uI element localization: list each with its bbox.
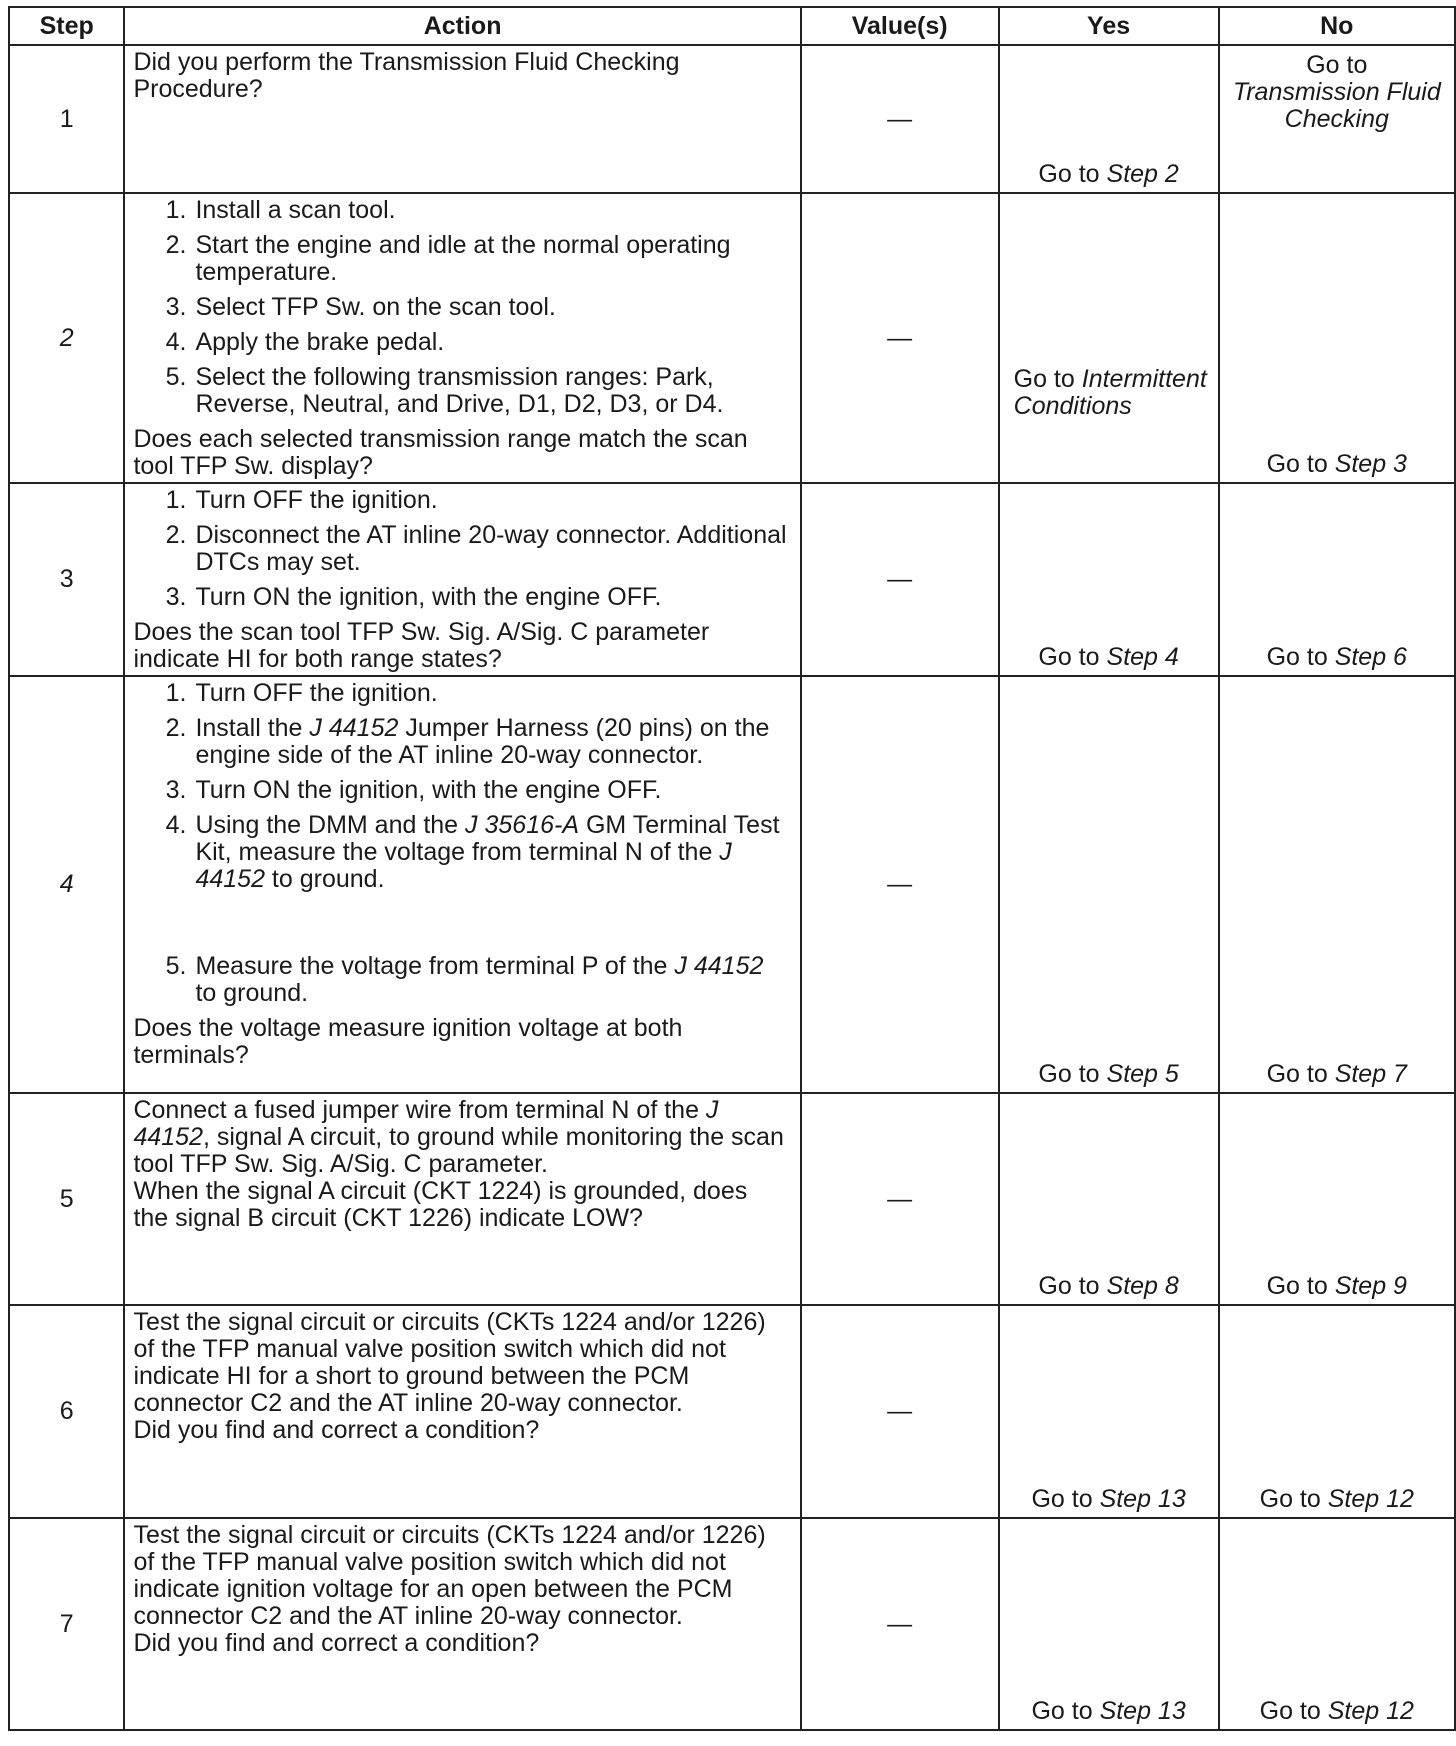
no-target: Step 12	[1327, 1485, 1414, 1513]
tool-name: J 44152	[195, 838, 732, 893]
go-to-label: Go to	[1031, 1485, 1093, 1513]
yes-cell	[999, 1093, 1219, 1305]
yes-cell	[999, 483, 1219, 676]
value-cell: —	[801, 676, 999, 1093]
yes-cell	[999, 193, 1219, 483]
step-text: to ground.	[264, 865, 385, 893]
procedure-step: 1. Turn OFF the ignition.	[193, 487, 787, 514]
no-cell	[1219, 676, 1455, 1093]
no-cell	[1219, 193, 1455, 483]
question-text: Does the scan tool TFP Sw. Sig. A/Sig. C parameter indicate HI for both range states?	[133, 618, 710, 673]
value-cell: —	[801, 45, 999, 193]
procedure-step: 3. Turn ON the ignition, with the engine OFF.	[193, 584, 787, 611]
step-number: 4	[9, 676, 124, 1093]
go-to-label: Go to	[1266, 450, 1328, 478]
action-cell	[124, 1305, 800, 1518]
procedure-list	[133, 197, 787, 426]
procedure-step	[193, 715, 787, 769]
procedure-step: 4. Apply the brake pedal.	[193, 329, 787, 356]
action-cell	[124, 483, 800, 676]
action-cell	[124, 1518, 800, 1730]
question-text: Did you perform the Transmission Fluid Checking Procedure?	[133, 48, 680, 103]
step-text: Measure the voltage from terminal P of the	[195, 952, 675, 980]
procedure-step: 5. Select the following transmission ranges: Park, Reverse, Neutral, and Drive, D1, D2, D3, or D4.	[193, 364, 787, 418]
action-text-part: , signal A circuit, to ground while monitoring the scan tool TFP Sw. Sig. A/Sig. C parameter.	[133, 1123, 784, 1178]
step-number: 3	[9, 483, 124, 676]
no-target: Step 3	[1334, 450, 1407, 478]
header-row	[9, 7, 1455, 45]
go-to-label: Go to	[1038, 1272, 1100, 1300]
diagnostic-page	[8, 6, 1456, 1731]
header-values: Value(s)	[801, 7, 999, 45]
header-no: No	[1219, 7, 1455, 45]
no-cell	[1219, 1093, 1455, 1305]
step-row-7	[9, 1518, 1455, 1730]
procedure-step: 1. Install a scan tool.	[193, 197, 787, 224]
go-to-label: Go to	[1259, 1697, 1321, 1725]
procedure-step	[193, 812, 787, 893]
question-text: Did you find and correct a condition?	[133, 1629, 540, 1657]
procedure-step: 3. Select TFP Sw. on the scan tool.	[193, 294, 787, 321]
header-yes: Yes	[999, 7, 1219, 45]
yes-cell	[999, 676, 1219, 1093]
action-cell	[124, 676, 800, 1093]
go-to-label: Go to	[1038, 643, 1100, 671]
step-row-1	[9, 45, 1455, 193]
step-number: 7	[9, 1518, 124, 1730]
go-to-label: Go to	[1306, 51, 1368, 79]
action-cell	[124, 193, 800, 483]
action-text: Test the signal circuit or circuits (CKTs 1224 and/or 1226) of the TFP manual valve position switch which did not indicate ignition voltage for an open between the PCM connector C2 and the AT inline 20-way connector.	[133, 1521, 766, 1630]
go-to-label: Go to	[1259, 1485, 1321, 1513]
yes-cell	[999, 1305, 1219, 1518]
yes-target: Step 4	[1106, 643, 1179, 671]
action-text: Test the signal circuit or circuits (CKTs 1224 and/or 1226) of the TFP manual valve position switch which did not indicate HI for a short to ground between the PCM connector C2 and the AT inline 20-way connector.	[133, 1308, 766, 1417]
no-cell	[1219, 45, 1455, 193]
action-text	[133, 1097, 787, 1178]
step-row-5	[9, 1093, 1455, 1305]
go-to-label: Go to	[1266, 1060, 1328, 1088]
value-cell: —	[801, 483, 999, 676]
yes-target: Step 8	[1106, 1272, 1179, 1300]
no-cell	[1219, 1305, 1455, 1518]
yes-target: Step 13	[1099, 1697, 1186, 1725]
step-row-4	[9, 676, 1455, 1093]
go-to-label: Go to	[1266, 643, 1328, 671]
procedure-list	[133, 680, 787, 1015]
step-text: to ground.	[195, 979, 309, 1007]
go-to-label: Go to	[1013, 365, 1075, 393]
tool-name: J 44152	[309, 714, 399, 742]
yes-target: Step 5	[1106, 1060, 1179, 1088]
question-text: Does each selected transmission range match the scan tool TFP Sw. display?	[133, 425, 748, 480]
action-cell	[124, 45, 800, 193]
procedure-step	[193, 953, 787, 1007]
no-target: Transmission Fluid Checking	[1232, 78, 1441, 133]
question-text: Does the voltage measure ignition voltage at both terminals?	[133, 1014, 683, 1069]
go-to-label: Go to	[1031, 1697, 1093, 1725]
value-cell: —	[801, 1093, 999, 1305]
procedure-step: 2. Start the engine and idle at the normal operating temperature.	[193, 232, 787, 286]
header-action: Action	[124, 7, 800, 45]
step-row-6	[9, 1305, 1455, 1518]
step-number: 1	[9, 45, 124, 193]
go-to-label: Go to	[1038, 160, 1100, 188]
step-number: 5	[9, 1093, 124, 1305]
step-number: 6	[9, 1305, 124, 1518]
no-target: Step 9	[1334, 1272, 1407, 1300]
procedure-list	[133, 487, 787, 619]
no-target: Step 7	[1334, 1060, 1407, 1088]
step-text: Install the	[195, 714, 310, 742]
action-text-part: Connect a fused jumper wire from terminal N of the	[133, 1096, 706, 1124]
action-cell	[124, 1093, 800, 1305]
tool-name: J 35616-A	[465, 811, 579, 839]
no-cell	[1219, 1518, 1455, 1730]
no-target: Step 12	[1327, 1697, 1414, 1725]
procedure-step: 2. Disconnect the AT inline 20-way connector. Additional DTCs may set.	[193, 522, 787, 576]
value-cell: —	[801, 1518, 999, 1730]
no-cell	[1219, 483, 1455, 676]
header-step: Step	[9, 7, 124, 45]
procedure-step: 1. Turn OFF the ignition.	[193, 680, 787, 707]
yes-cell	[999, 45, 1219, 193]
yes-target: Step 2	[1106, 160, 1179, 188]
step-row-2	[9, 193, 1455, 483]
step-text: Jumper Harness (20 pins) on the engine side of the AT inline 20-way connector.	[195, 714, 770, 769]
question-text: When the signal A circuit (CKT 1224) is grounded, does the signal B circuit (CKT 1226) indicate LOW?	[133, 1177, 748, 1232]
diagnostic-table	[8, 6, 1456, 1731]
step-text: GM Terminal Test Kit, measure the voltage from terminal N of the	[195, 811, 780, 866]
question-text: Did you find and correct a condition?	[133, 1416, 540, 1444]
tool-name: J 44152	[133, 1096, 719, 1151]
yes-target: Intermittent Conditions	[1013, 365, 1207, 420]
tool-name: J 44152	[674, 952, 764, 980]
step-text: Using the DMM and the	[195, 811, 466, 839]
go-to-label: Go to	[1038, 1060, 1100, 1088]
step-row-3	[9, 483, 1455, 676]
value-cell: —	[801, 1305, 999, 1518]
go-to-label: Go to	[1266, 1272, 1328, 1300]
yes-target: Step 13	[1099, 1485, 1186, 1513]
yes-cell	[999, 1518, 1219, 1730]
value-cell: —	[801, 193, 999, 483]
step-number: 2	[9, 193, 124, 483]
procedure-step: 3. Turn ON the ignition, with the engine OFF.	[193, 777, 787, 804]
no-target: Step 6	[1334, 643, 1407, 671]
